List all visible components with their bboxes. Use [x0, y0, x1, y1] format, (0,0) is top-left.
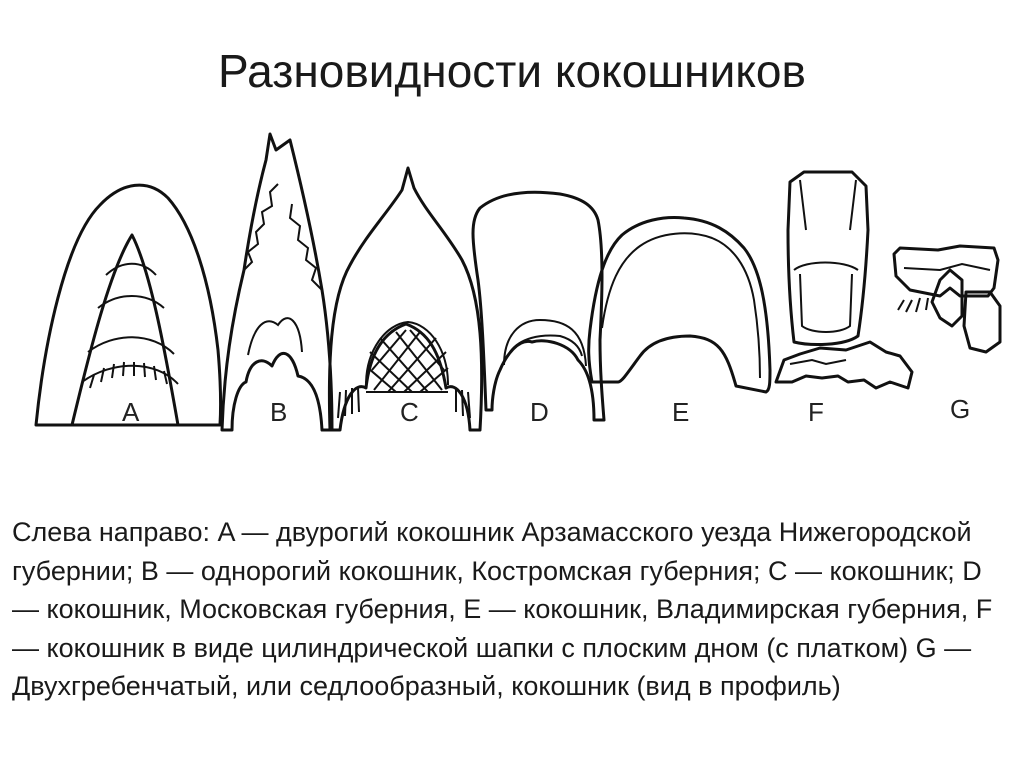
kokoshnik-c	[329, 168, 481, 430]
kokoshnik-a	[36, 185, 221, 427]
kokoshnik-e	[589, 218, 770, 427]
kokoshnik-diagram	[0, 120, 1024, 450]
label-f: F	[808, 397, 824, 427]
slide-title: Разновидности кокошников	[218, 45, 806, 97]
label-c: C	[400, 397, 419, 427]
label-g: G	[950, 394, 971, 424]
label-b: B	[270, 397, 288, 427]
label-e: E	[672, 397, 690, 427]
kokoshnik-b	[222, 134, 332, 430]
caption-text: Слева направо: A — двурогий кокошник Арзамасского уезда Нижегородской губернии; B — однорогий кокошник, Костромская губерния; C — кокошник; D — кокошник, Московская губерния, E — кокошник, Владимирская губерния, F — кокошник в виде цилиндрической шапки с плоским дном (с платком) G — Двухгребенчатый, или седлообразный, кокошник (вид в профиль)	[12, 517, 993, 701]
kokoshnik-f	[776, 172, 912, 427]
kokoshnik-d	[473, 192, 604, 427]
label-a: A	[122, 397, 140, 427]
label-d: D	[530, 397, 549, 427]
kokoshnik-g	[894, 246, 1000, 424]
